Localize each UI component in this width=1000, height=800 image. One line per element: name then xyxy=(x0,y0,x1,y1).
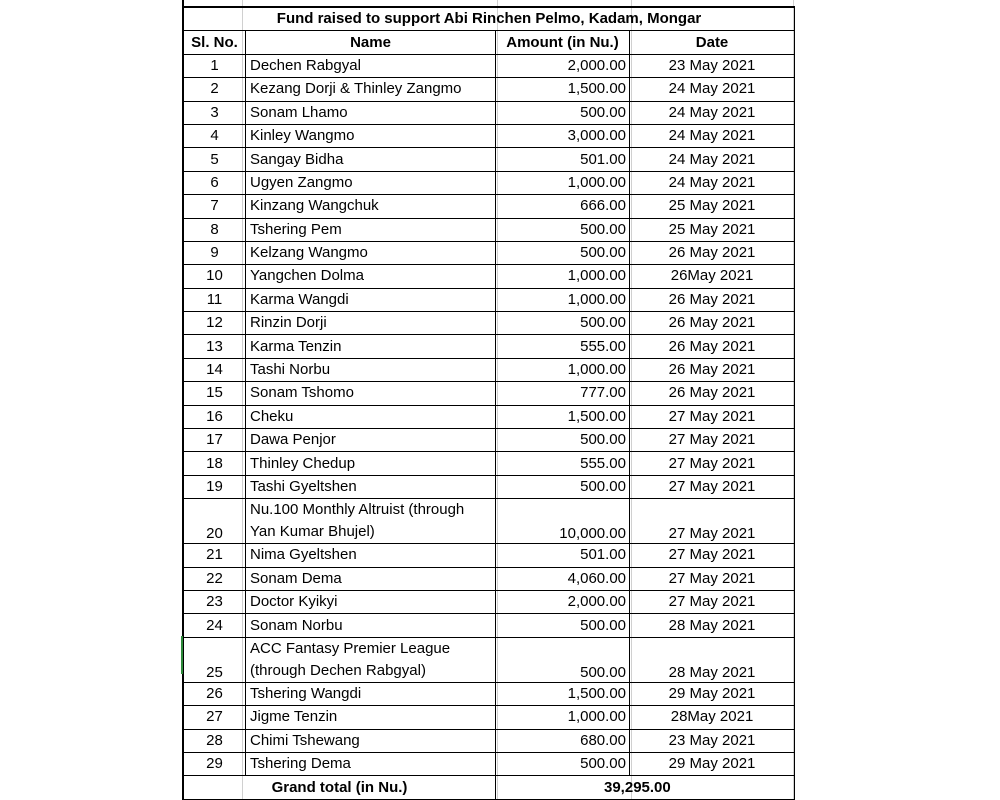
cell-amount[interactable]: 4,060.00 xyxy=(496,567,630,590)
cell-sl-no[interactable]: 24 xyxy=(184,614,246,637)
cell-name[interactable]: Karma Tenzin xyxy=(246,335,496,358)
cell-date[interactable]: 26 May 2021 xyxy=(630,358,795,381)
cell-name[interactable]: Doctor Kyikyi xyxy=(246,590,496,613)
cell-amount[interactable]: 2,000.00 xyxy=(496,54,630,77)
table-row xyxy=(184,567,795,590)
cell-date[interactable]: 26 May 2021 xyxy=(630,382,795,405)
cell-sl-no[interactable]: 4 xyxy=(184,124,246,147)
cell-name[interactable]: Tashi Norbu xyxy=(246,358,496,381)
cell-date[interactable]: 27 May 2021 xyxy=(630,405,795,428)
table-row xyxy=(184,241,795,264)
table-row xyxy=(184,706,795,729)
table-row xyxy=(184,78,795,101)
table-row xyxy=(184,124,795,147)
cell-sl-no[interactable]: 5 xyxy=(184,148,246,171)
table-row xyxy=(184,265,795,288)
cell-sl-no[interactable]: 22 xyxy=(184,567,246,590)
cell-date[interactable]: 24 May 2021 xyxy=(630,124,795,147)
cell-name[interactable]: Sonam Norbu xyxy=(246,614,496,637)
cell-sl-no[interactable]: 13 xyxy=(184,335,246,358)
cell-sl-no[interactable]: 18 xyxy=(184,452,246,475)
grand-total-label[interactable]: Grand total (in Nu.) xyxy=(184,776,496,799)
cell-date[interactable]: 26 May 2021 xyxy=(630,312,795,335)
cell-date[interactable]: 24 May 2021 xyxy=(630,101,795,124)
cell-amount[interactable]: 500.00 xyxy=(496,637,630,682)
cell-name[interactable]: Kinley Wangmo xyxy=(246,124,496,147)
cell-amount[interactable]: 500.00 xyxy=(496,218,630,241)
table-row xyxy=(184,590,795,613)
cell-amount[interactable]: 1,500.00 xyxy=(496,78,630,101)
cell-amount[interactable]: 666.00 xyxy=(496,195,630,218)
cell-name[interactable]: ACC Fantasy Premier League (through Dechen Rabgyal) xyxy=(246,637,496,682)
cell-date[interactable]: 26 May 2021 xyxy=(630,288,795,311)
cell-date[interactable]: 28 May 2021 xyxy=(630,637,795,682)
grand-total-row xyxy=(184,776,795,799)
cell-date[interactable]: 27 May 2021 xyxy=(630,567,795,590)
cell-sl-no[interactable]: 14 xyxy=(184,358,246,381)
cell-date[interactable]: 27 May 2021 xyxy=(630,499,795,544)
cell-name[interactable]: Chimi Tshewang xyxy=(246,729,496,752)
cell-name[interactable]: Nima Gyeltshen xyxy=(246,544,496,567)
cell-date[interactable]: 28May 2021 xyxy=(630,706,795,729)
cell-date[interactable]: 29 May 2021 xyxy=(630,752,795,775)
cell-date[interactable]: 24 May 2021 xyxy=(630,148,795,171)
cell-name[interactable]: Tshering Pem xyxy=(246,218,496,241)
table-row xyxy=(184,171,795,194)
table-title[interactable]: Fund raised to support Abi Rinchen Pelmo, Kadam, Mongar xyxy=(184,7,795,31)
table-row xyxy=(184,405,795,428)
cell-name[interactable]: Cheku xyxy=(246,405,496,428)
table-row xyxy=(184,195,795,218)
table-row xyxy=(184,499,795,544)
cell-sl-no[interactable]: 6 xyxy=(184,171,246,194)
header-name[interactable]: Name xyxy=(246,31,496,54)
table-row xyxy=(184,335,795,358)
cell-sl-no[interactable]: 16 xyxy=(184,405,246,428)
cell-name[interactable]: Tashi Gyeltshen xyxy=(246,475,496,498)
table-row xyxy=(184,101,795,124)
cell-name[interactable]: Thinley Chedup xyxy=(246,452,496,475)
cell-amount[interactable]: 555.00 xyxy=(496,335,630,358)
cell-name[interactable]: Karma Wangdi xyxy=(246,288,496,311)
table-row xyxy=(184,475,795,498)
table-body xyxy=(184,54,795,776)
cell-date[interactable]: 26May 2021 xyxy=(630,265,795,288)
table-row xyxy=(184,382,795,405)
cell-amount[interactable]: 500.00 xyxy=(496,475,630,498)
cell-sl-no[interactable]: 10 xyxy=(184,265,246,288)
cell-amount[interactable]: 500.00 xyxy=(496,101,630,124)
table-row xyxy=(184,358,795,381)
cell-date[interactable]: 23 May 2021 xyxy=(630,54,795,77)
title-row xyxy=(184,7,795,31)
header-date[interactable]: Date xyxy=(630,31,795,54)
cell-amount[interactable]: 500.00 xyxy=(496,614,630,637)
cell-amount[interactable]: 680.00 xyxy=(496,729,630,752)
cell-date[interactable]: 25 May 2021 xyxy=(630,195,795,218)
table-row xyxy=(184,452,795,475)
cell-date[interactable]: 27 May 2021 xyxy=(630,544,795,567)
cell-amount[interactable]: 500.00 xyxy=(496,752,630,775)
cell-amount[interactable]: 1,000.00 xyxy=(496,706,630,729)
table-row xyxy=(184,312,795,335)
cell-date[interactable]: 26 May 2021 xyxy=(630,241,795,264)
table-row xyxy=(184,429,795,452)
cell-amount[interactable]: 10,000.00 xyxy=(496,499,630,544)
cell-name[interactable]: Yangchen Dolma xyxy=(246,265,496,288)
table-row xyxy=(184,682,795,705)
cell-name[interactable]: Sonam Dema xyxy=(246,567,496,590)
cell-name[interactable]: Tshering Dema xyxy=(246,752,496,775)
cell-sl-no[interactable]: 12 xyxy=(184,312,246,335)
cell-amount[interactable]: 1,000.00 xyxy=(496,265,630,288)
cell-date[interactable]: 26 May 2021 xyxy=(630,335,795,358)
table-row xyxy=(184,614,795,637)
cell-date[interactable]: 24 May 2021 xyxy=(630,171,795,194)
header-amount[interactable]: Amount (in Nu.) xyxy=(496,31,630,54)
cell-sl-no[interactable]: 3 xyxy=(184,101,246,124)
table-row xyxy=(184,288,795,311)
cell-amount[interactable]: 777.00 xyxy=(496,382,630,405)
cell-date[interactable]: 25 May 2021 xyxy=(630,218,795,241)
cell-name[interactable]: Ugyen Zangmo xyxy=(246,171,496,194)
cell-date[interactable]: 27 May 2021 xyxy=(630,452,795,475)
cell-date[interactable]: 24 May 2021 xyxy=(630,78,795,101)
cell-name[interactable]: Sonam Lhamo xyxy=(246,101,496,124)
table-row xyxy=(184,752,795,775)
header-sl-no[interactable]: Sl. No. xyxy=(184,31,246,54)
cell-sl-no[interactable]: 20 xyxy=(184,499,246,544)
cell-sl-no[interactable]: 23 xyxy=(184,590,246,613)
table-row xyxy=(184,218,795,241)
table-row xyxy=(184,637,795,682)
cell-name[interactable]: Rinzin Dorji xyxy=(246,312,496,335)
cell-sl-no[interactable]: 26 xyxy=(184,682,246,705)
cell-name[interactable]: Dawa Penjor xyxy=(246,429,496,452)
cell-amount[interactable]: 1,000.00 xyxy=(496,288,630,311)
table-row xyxy=(184,729,795,752)
cell-sl-no[interactable]: 19 xyxy=(184,475,246,498)
table-row xyxy=(184,54,795,77)
cell-sl-no[interactable]: 11 xyxy=(184,288,246,311)
cell-date[interactable]: 27 May 2021 xyxy=(630,429,795,452)
cell-sl-no[interactable]: 9 xyxy=(184,241,246,264)
cell-sl-no[interactable]: 27 xyxy=(184,706,246,729)
active-cell-marker xyxy=(181,636,183,674)
header-row xyxy=(184,31,795,54)
cell-sl-no[interactable]: 15 xyxy=(184,382,246,405)
fund-table xyxy=(183,6,795,800)
cell-sl-no[interactable]: 8 xyxy=(184,218,246,241)
cell-amount[interactable]: 500.00 xyxy=(496,312,630,335)
cell-name[interactable]: Kelzang Wangmo xyxy=(246,241,496,264)
cell-amount[interactable]: 3,000.00 xyxy=(496,124,630,147)
cell-sl-no[interactable]: 2 xyxy=(184,78,246,101)
cell-sl-no[interactable]: 28 xyxy=(184,729,246,752)
cell-sl-no[interactable]: 17 xyxy=(184,429,246,452)
cell-amount[interactable]: 501.00 xyxy=(496,544,630,567)
cell-date[interactable]: 23 May 2021 xyxy=(630,729,795,752)
cell-date[interactable]: 28 May 2021 xyxy=(630,614,795,637)
table-row xyxy=(184,544,795,567)
cell-name[interactable]: Nu.100 Monthly Altruist (through Yan Kumar Bhujel) xyxy=(246,499,496,544)
cell-sl-no[interactable]: 29 xyxy=(184,752,246,775)
cell-name[interactable]: Dechen Rabgyal xyxy=(246,54,496,77)
cell-amount[interactable]: 1,000.00 xyxy=(496,358,630,381)
grand-total-amount[interactable]: 39,295.00 xyxy=(496,776,795,799)
cell-amount[interactable]: 500.00 xyxy=(496,429,630,452)
cell-amount[interactable]: 1,000.00 xyxy=(496,171,630,194)
cell-amount[interactable]: 1,500.00 xyxy=(496,405,630,428)
cell-sl-no[interactable]: 7 xyxy=(184,195,246,218)
cell-name[interactable]: Kezang Dorji & Thinley Zangmo xyxy=(246,78,496,101)
cell-amount[interactable]: 555.00 xyxy=(496,452,630,475)
cell-name[interactable]: Kinzang Wangchuk xyxy=(246,195,496,218)
cell-date[interactable]: 29 May 2021 xyxy=(630,682,795,705)
cell-name[interactable]: Jigme Tenzin xyxy=(246,706,496,729)
cell-amount[interactable]: 1,500.00 xyxy=(496,682,630,705)
cell-name[interactable]: Sonam Tshomo xyxy=(246,382,496,405)
cell-name[interactable]: Tshering Wangdi xyxy=(246,682,496,705)
cell-amount[interactable]: 2,000.00 xyxy=(496,590,630,613)
cell-amount[interactable]: 501.00 xyxy=(496,148,630,171)
table-row xyxy=(184,148,795,171)
cell-name[interactable]: Sangay Bidha xyxy=(246,148,496,171)
cell-sl-no[interactable]: 21 xyxy=(184,544,246,567)
cell-date[interactable]: 27 May 2021 xyxy=(630,475,795,498)
cell-date[interactable]: 27 May 2021 xyxy=(630,590,795,613)
cell-sl-no[interactable]: 25 xyxy=(184,637,246,682)
cell-amount[interactable]: 500.00 xyxy=(496,241,630,264)
cell-sl-no[interactable]: 1 xyxy=(184,54,246,77)
